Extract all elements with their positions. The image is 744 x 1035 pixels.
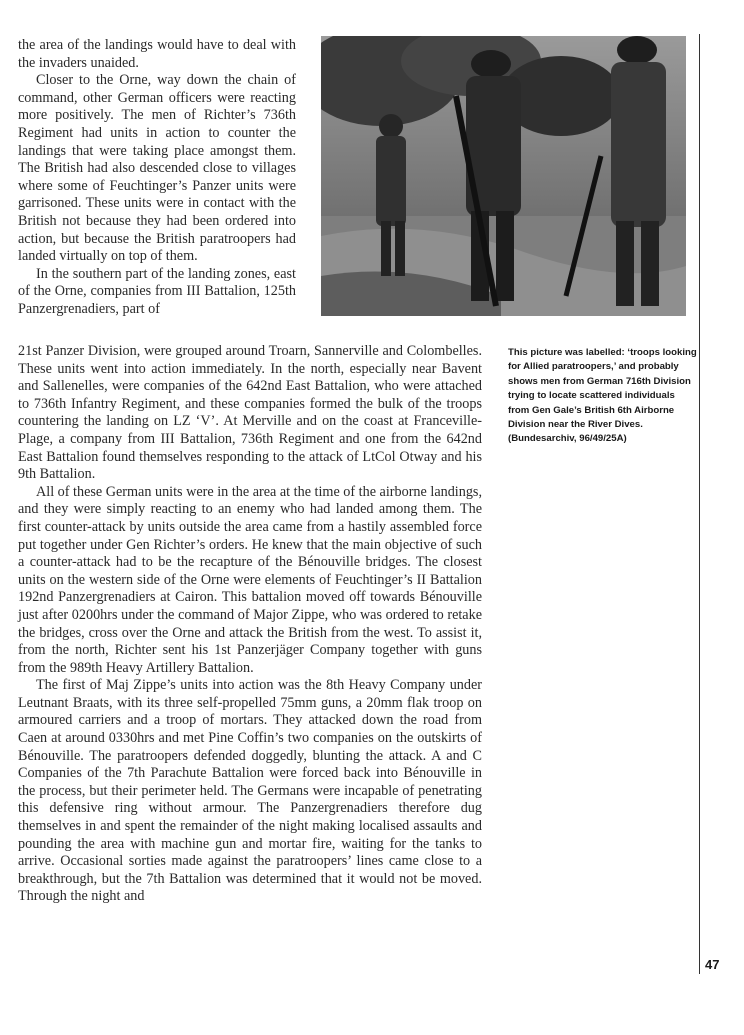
article-text-body [18,343,482,906]
photo-caption: This picture was labelled: ‘troops looking for Allied paratroopers,’ and probably shows men from German 716th Division trying to locate scattered individuals from Gen Gale’s British 6th Airborne Division near the River Dives. (Bundesarchiv, 96/49/25A) [508,347,697,445]
paragraph: 21st Panzer Division, were grouped around Troarn, Sannerville and Colombelles. These units went into action immediately. In the north, especially near Bavent and Sallenelles, were companies of the 642nd East Battalion, who were attached to 736th Infantry Regiment, and these companies formed the bulk of the troops countering the landing on LZ ‘V’. At Merville and on the coast at Franceville-Plage, a company from III Battalion, 736th Regiment and one from the 642nd East Battalion found themselves responding to the attack of LtCol Otway and his 9th Battalion. [18,343,482,483]
paragraph: the area of the landings would have to deal with the invaders unaided. [18,37,296,71]
paragraph: The first of Maj Zippe’s units into action was the 8th Heavy Company under Leutnant Braats, with its three self-propelled 75mm guns, a 20mm flak troop on armoured carriers and a troop of mortars. They attacked down the road from Caen at around 0330hrs and met Pine Coffin’s two companies on the outskirts of Bénouville. The paratroopers defended doggedly, blunting the attack. A and C Companies of the 7th Parachute Battalion were forced back into Bénouville in the process, but their perimeter held. The Germans were incapable of penetrating this defensive ring without armour. The Panzergrenadiers therefore dug themselves in and spent the remainder of the night making localised assaults and pounding the area with machine gun and mortar fire, waiting for the tanks to arrive. Occasional sorties made against the paratroopers’ lines came close to a breakthrough, but the 7th Battalion was determined that it would not be moved. Through the night and [18,677,482,905]
paragraph: All of these German units were in the area at the time of the airborne landings, and they were simply reacting to an enemy who had landed among them. The first counter-attack by units outside the area came from a hastily assembled force put together under Gen Richter’s orders. He knew that the main objective of such a counter-attack had to be the recapture of the Bénouville bridges. The closest units on the western side of the Orne were elements of Feuchtinger’s II Battalion 192nd Panzergrenadiers at Cairon. This battalion moved off towards Bénouville just after 0200hrs under the command of Major Zippe, who was ordered to retake the bridges, cross over the Orne and attack the British from the west. To assist it, from the north, Richter sent his 1st Panzerjäger Company together with guns from the 989th Heavy Artillery Battalion. [18,483,482,676]
page-number: 47 [705,957,720,972]
photograph [321,36,686,316]
article-text-top [18,37,296,319]
paragraph: Closer to the Orne, way down the chain of command, other German officers were reacting more positively. The men of Richter’s 736th Regiment had units in action to counter the landings that were taking place amongst them. The British had also descended close to villages where some of Feuchtinger’s Panzer units were garrisoned. These units were in contact with the British not because they had been ordered into action, but because the British paratroopers had landed virtually on top of them. [18,72,296,265]
margin-rule [699,34,700,974]
paragraph: In the southern part of the landing zones, east of the Orne, companies from III Battalion, 125th Panzergrenadiers, part of [18,265,296,317]
